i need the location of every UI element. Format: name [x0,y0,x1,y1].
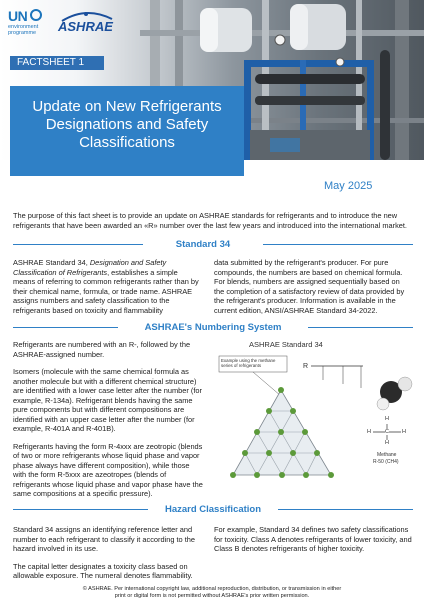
numbering-text-column [13,340,203,507]
section-divider-right [278,509,413,510]
ashrae-logo-text: ASHRAE [58,19,113,34]
figure-title: ASHRAE Standard 34 [249,340,323,349]
publication-date: May 2025 [324,180,373,192]
numbering-diagram-figure [213,340,417,485]
title-block [10,86,244,176]
section-divider-left [13,509,148,510]
hazard-paragraph-2: The capital letter designates a toxicity class based on allowable exposure. The numeral denotes flammability. [13,561,193,580]
standard-34-paragraph-left [13,258,201,315]
un-emblem-icon [30,9,42,21]
numbering-paragraph-1: Refrigerants are numbered with an R-, followed by the ASHRAE-assigned number. [13,340,191,359]
methane-value: R-50 (CH4) [373,459,399,465]
hazard-paragraph-1: Standard 34 assigns an identifying reference letter and number to each refrigerant to classify it according to the hazard involved in its use. [13,525,195,553]
copyright-footer [10,586,414,600]
figure-r-label: R [303,363,309,370]
footer-line-2: print or digital form is not permitted without ASHRAE's prior written permission. [114,593,310,599]
formula-carbon: C [385,429,389,435]
un-logo-text: UN [8,8,28,24]
page-title: Update on New Refrigerants Designations and Safety Classifications [32,98,222,151]
figure-callout: Example using the methane series of refrigerants [221,358,276,368]
footer-line-1: © ASHRAE. Per international copyright law, additional reproduction, distribution, or transmission in either [82,586,342,592]
un-logo-sub-line2: programme [8,30,37,36]
numbering-paragraph-2: Isomers (molecule with the same chemical formula as another molecule but with a different chemical structure) are identified with a lower case letter after the number (for example, R-134a). Refrigerant blends having the same pure components but with different compositions are identified with an upper case letter after the number (for example, R-401A and R-401B). [13,367,202,433]
standard-34-title-italic: Designation and Safety Classification of Refrigerants [13,258,167,277]
ashrae-logo [58,10,116,36]
hazard-text-left [13,525,203,589]
section-divider-left [13,244,143,245]
formula-right-h: H [402,429,406,435]
un-logo-sub-line1: environment [8,24,39,30]
methane-label: Methane [377,452,397,458]
intro-paragraph: The purpose of this fact sheet is to provide an update on ASHRAE standards for refrigerants and to introduce the new refrigerants that have been awarded an «R» number over the last few years and introduced into the international market. [13,211,407,230]
formula-bottom-h: H [385,440,389,446]
standard-34-text-pre: ASHRAE Standard 34, [13,258,90,267]
standard-34-text-post: , establishes a simple means of referring to common refrigerants rather than by their chemical name, formula, or trade name. ASHRAE assigns numbers and safety classification to the refrigerants based on toxicity and flammability [13,267,199,315]
un-logo-subtitle [8,24,38,36]
factsheet-label: FACTSHEET 1 [10,56,104,70]
section-divider-right [308,327,413,328]
standard-34-paragraph-right: data submitted by the refrigerant's producer. For pure compounds, the numbers are based on chemical formula. For blends, numbers are assigned sequentially based on the completion of a satisfactory review of data provided by the refrigerant's producer. Information is available in the current edition, ANSI/ASHRAE Standard 34-2022. [214,258,405,315]
numbering-paragraph-3: Refrigerants having the form R-4xxx are zeotropic (blends of two or more refrigerants whose liquid phase and vapor phase always have different composition), while those with the form R-5xxx are azeotropes (blends of refrigerants whose liquid phase and vapor phase have the same compositions at a specific pressure). [13,441,203,498]
un-environment-logo [8,8,56,38]
section-divider-right [263,244,413,245]
formula-left-h: H [367,429,371,435]
section-divider-left [13,327,118,328]
formula-top-h: H [385,416,389,422]
section-heading-standard-34: Standard 34 [175,239,231,250]
hazard-text-right: For example, Standard 34 defines two safety classifications for toxicity. Class A denotes refrigerants of lower toxicity, and Class B denotes refrigerants of higher toxicity. [214,525,412,553]
section-heading-numbering: ASHRAE's Numbering System [144,322,282,333]
section-heading-hazard: Hazard Classification [164,504,262,515]
